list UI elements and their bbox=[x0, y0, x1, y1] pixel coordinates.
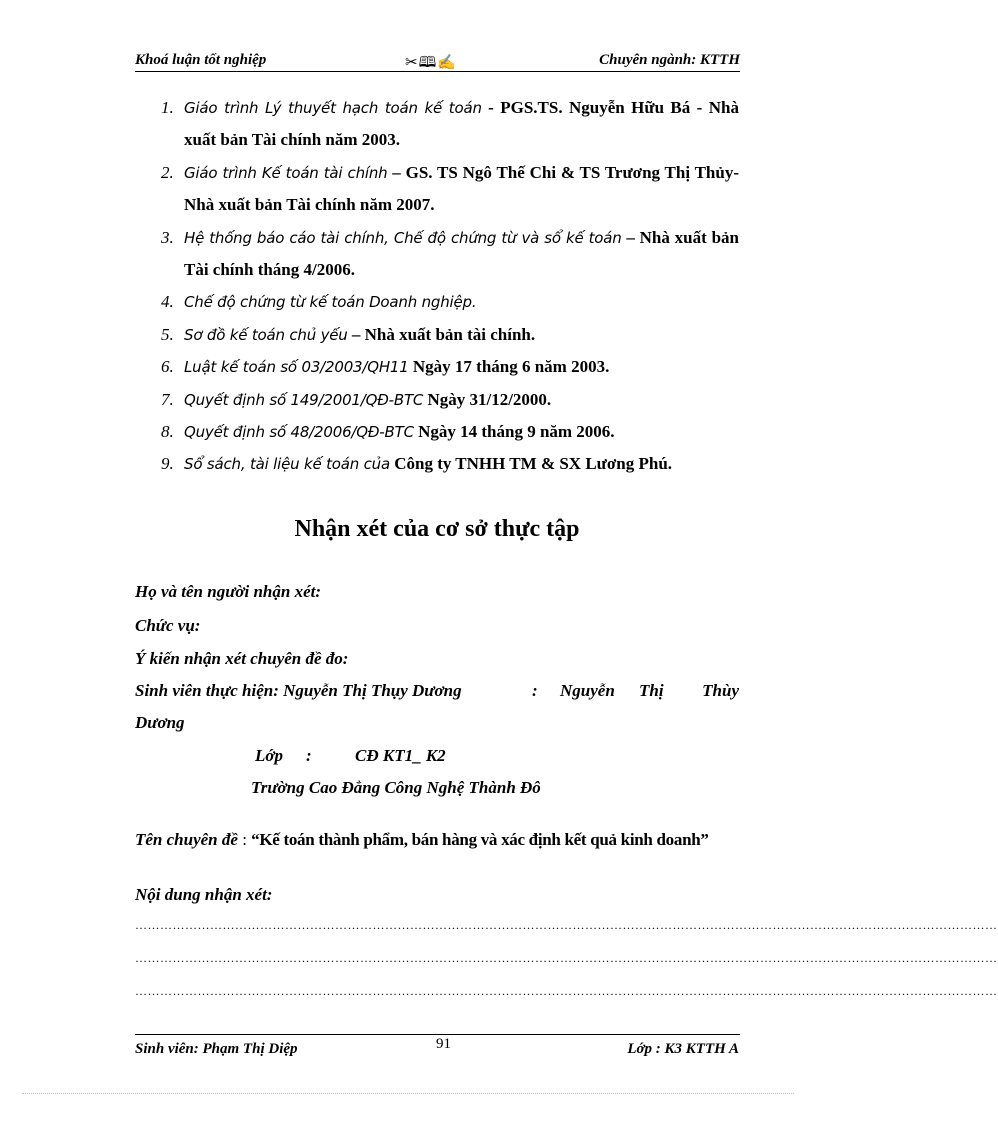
student-name-1: Nguyễn bbox=[560, 681, 615, 700]
reference-list bbox=[135, 92, 739, 481]
section-title: Nhận xét của cơ sở thực tập bbox=[294, 516, 580, 542]
page-number: 91 bbox=[436, 1036, 451, 1052]
student-line bbox=[135, 681, 739, 701]
footer-right: Lớp : K3 KTTH A bbox=[627, 1041, 739, 1057]
content-label: Nội dung nhận xét: bbox=[135, 885, 273, 904]
student-name-2: Thị bbox=[639, 681, 664, 700]
student-name-cont: Dương bbox=[135, 713, 185, 732]
class-colon: : bbox=[306, 746, 312, 765]
list-item: 6. Luật kế toán số 03/2003/QH11 Ngày 17 tháng 6 năm 2003. bbox=[161, 357, 610, 377]
topic-label: Tên chuyên đề bbox=[135, 830, 238, 849]
list-item: 5. Sơ đồ kế toán chủ yếu – Nhà xuất bản tài chính. bbox=[161, 324, 536, 344]
list-item: 4. Chế độ chứng từ kế toán Doanh nghiệp. bbox=[161, 292, 477, 312]
class-label: Lớp bbox=[255, 746, 284, 765]
student-name-3: Thùy bbox=[702, 681, 739, 700]
topic-colon: : bbox=[237, 830, 252, 849]
list-item: 2. Giáo trình Kế toán tài chính – GS. TS Ngô Thế Chi & TS Trương Thị Thủy- Nhà xuất bản Tài chính năm 2007. bbox=[161, 162, 739, 215]
list-item: 8. Quyết định số 48/2006/QĐ-BTC Ngày 14 tháng 9 năm 2006. bbox=[161, 422, 615, 442]
class-value: CĐ KT1_ K2 bbox=[355, 746, 446, 765]
school-name: Trường Cao Đẳng Công Nghệ Thành Đô bbox=[251, 778, 541, 797]
page-break-line bbox=[22, 1093, 794, 1094]
list-item: 7. Quyết định số 149/2001/QĐ-BTC Ngày 31/12/2000. bbox=[161, 389, 552, 409]
footer-rule bbox=[135, 1034, 740, 1035]
student-label: Sinh viên thực hiện: Nguyễn Thị Thụy Dương bbox=[135, 681, 462, 700]
header-left: Khoá luận tốt nghiệp bbox=[135, 52, 267, 68]
list-item: 9. Sổ sách, tài liệu kế toán của Công ty TNHH TM & SX Lương Phú. bbox=[161, 454, 673, 474]
topic-value: “Kế toán thành phẩm, bán hàng và xác định kết quả kinh doanh” bbox=[251, 830, 709, 849]
footer-left: Sinh viên: Phạm Thị Diệp bbox=[135, 1041, 298, 1057]
dotted-line-2: ……………………………………………………………………………………………………………………………………………………………………………………… bbox=[135, 951, 998, 965]
page-header bbox=[135, 51, 740, 72]
dotted-line-1: ……………………………………………………………………………………………………………………………………………………………………………………… bbox=[135, 918, 998, 932]
list-item: 3. Hệ thống báo cáo tài chính, Chế độ chứng từ và sổ kế toán – Nhà xuất bản Tài chính tháng 4/2006. bbox=[161, 227, 739, 280]
list-item: 1. Giáo trình Lý thuyết hạch toán kế toán - PGS.TS. Nguyễn Hữu Bá - Nhà xuất bản Tài chính năm 2003. bbox=[161, 98, 739, 150]
opinion-label: Ý kiến nhận xét chuyên đề đo: bbox=[135, 649, 349, 668]
reviewer-label: Họ và tên người nhận xét: bbox=[135, 582, 322, 601]
student-colon: : bbox=[532, 681, 538, 700]
header-right: Chuyên ngành: KTTH bbox=[599, 52, 740, 68]
position-label: Chức vụ: bbox=[135, 616, 201, 635]
header-ornament: ✂🕮✍ bbox=[405, 55, 457, 71]
dotted-line-3: ……………………………………………………………………………………………………………………………………………………………………………………… bbox=[135, 984, 998, 998]
topic-line bbox=[135, 830, 755, 850]
